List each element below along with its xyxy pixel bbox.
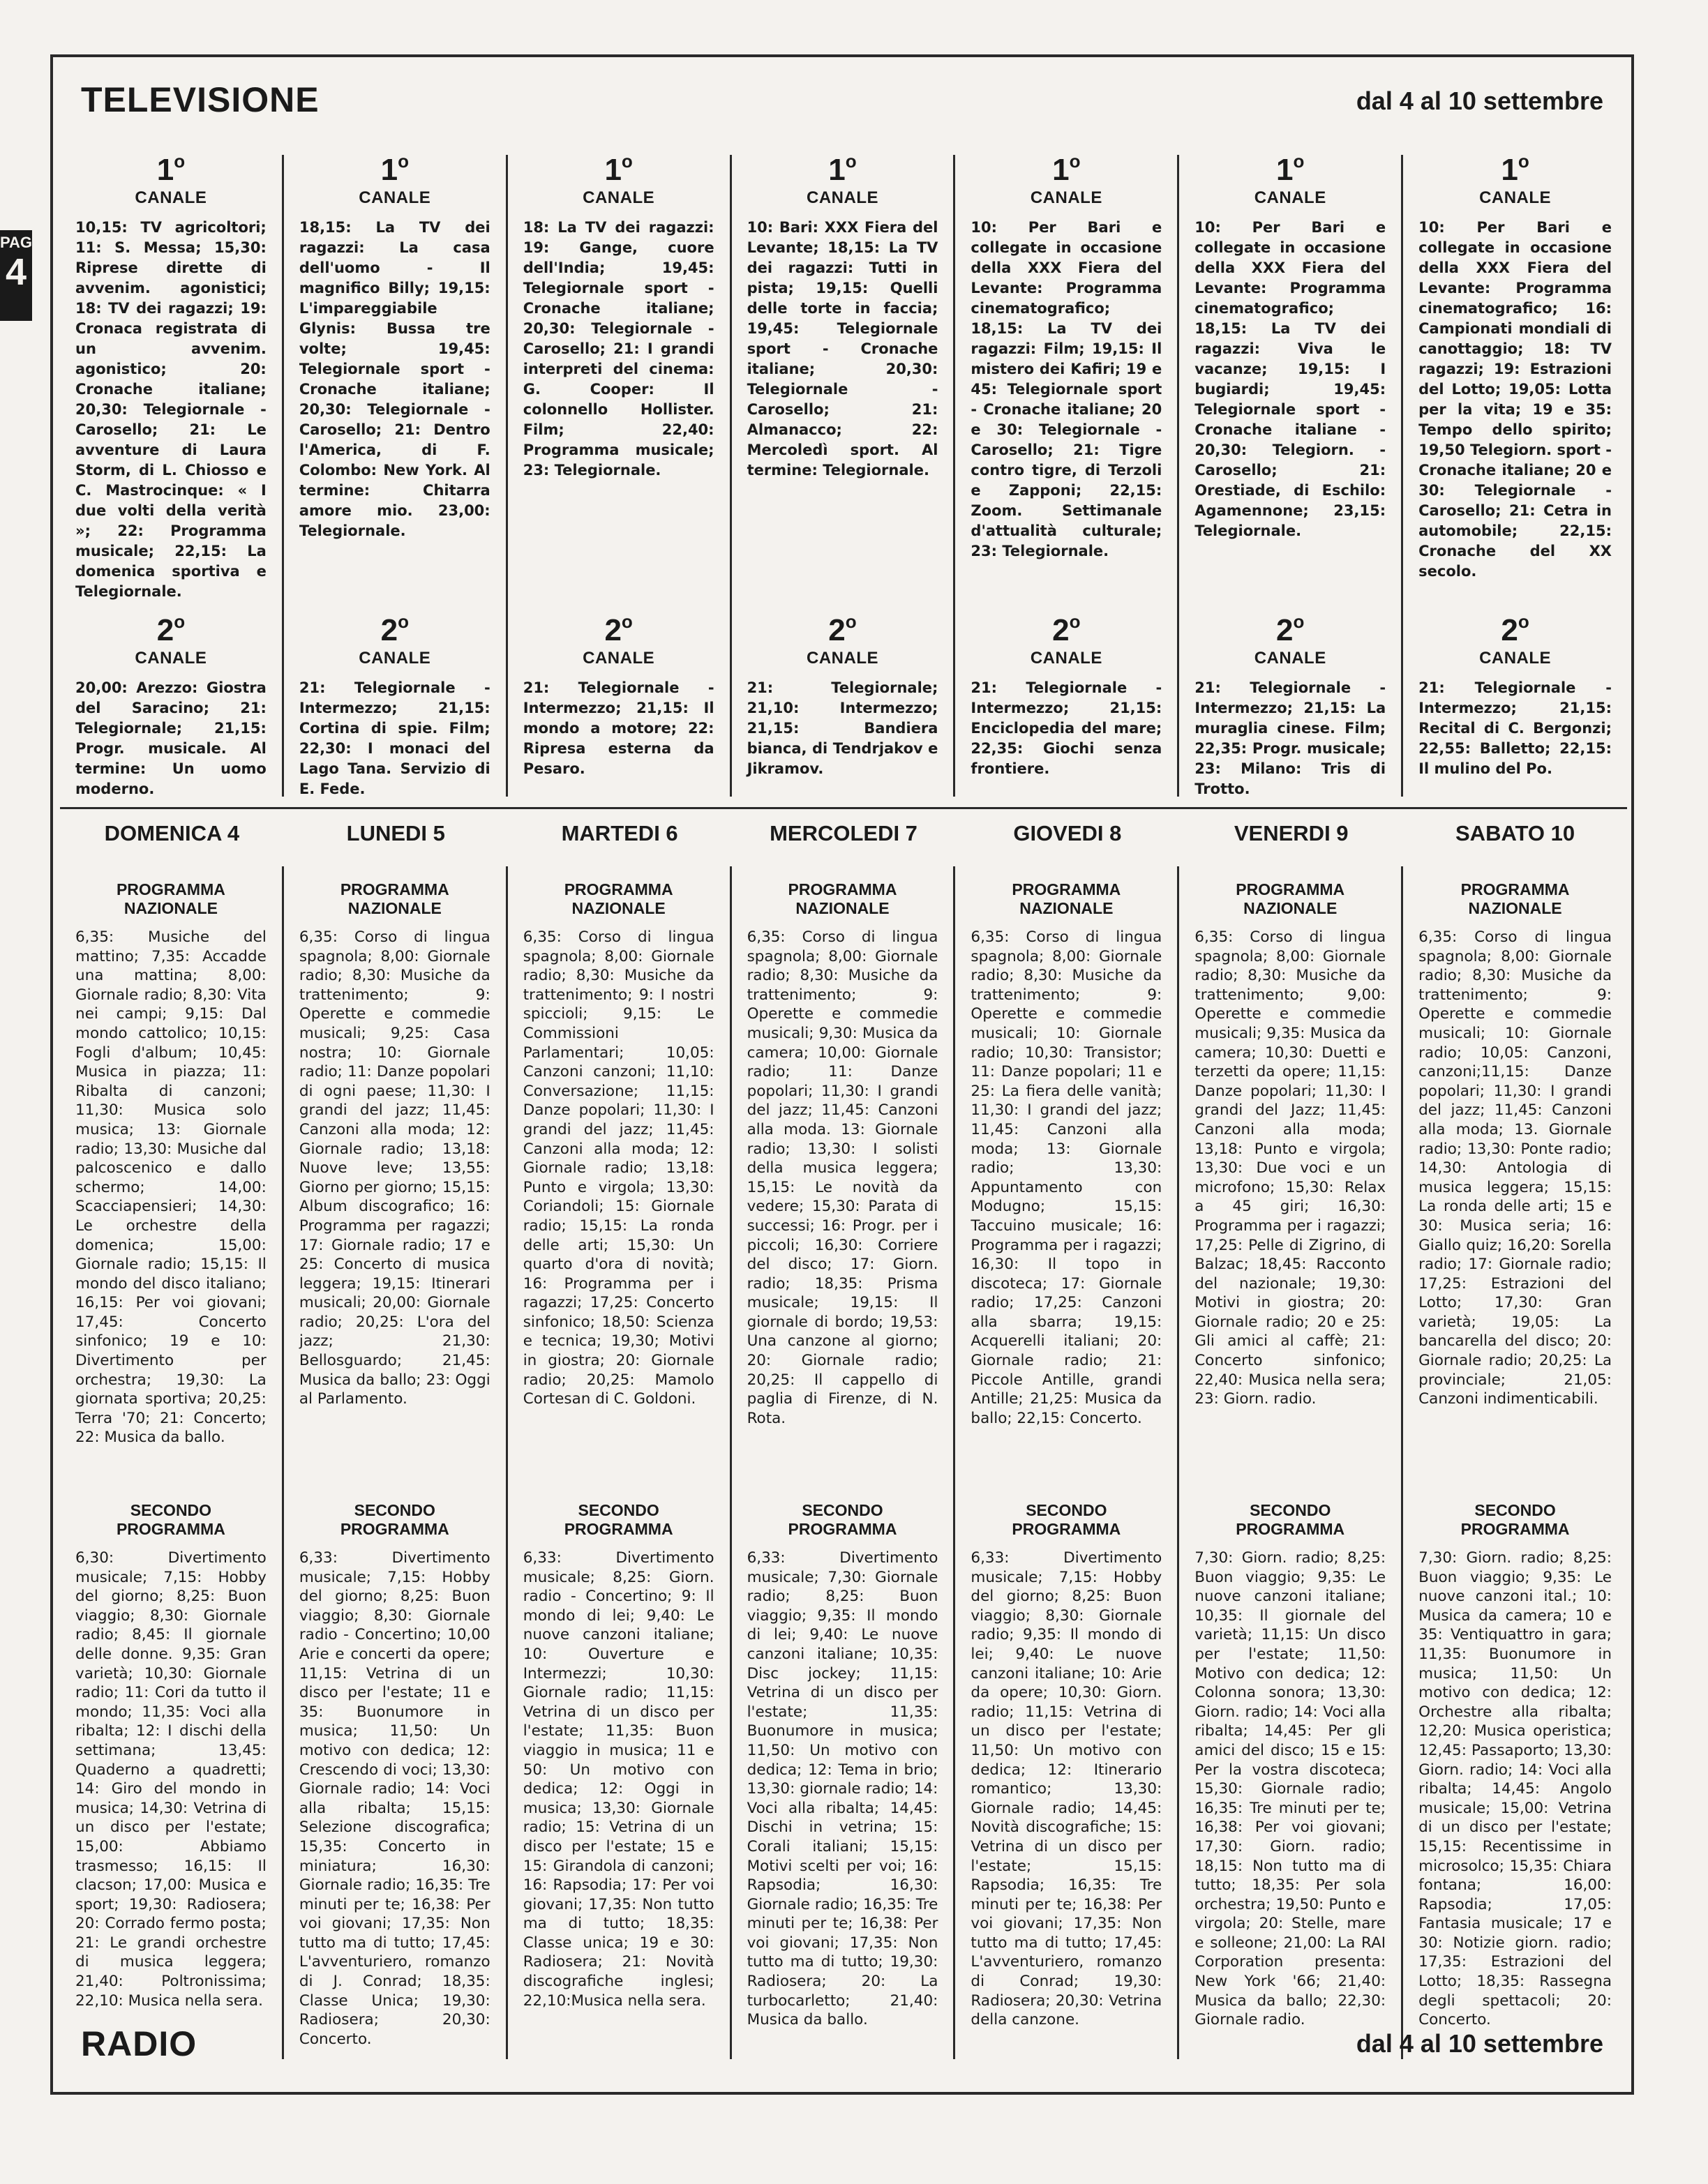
secondo-block [747,1487,938,2030]
channel1-listing: 10: Per Bari e collegate in occasione della XXX Fiera del Levante: Programma cinematografico; 18,15: La TV dei ragazzi: Film; 19,15: Il mistero dei Kafiri; 19 e 45: Telegiornale sport - Cronache italiane; 20 e 30: Telegiornale - Carosello; 21: Tigre contro tigre, di Terzoli e Zapponi; 22,15: Zoom. Settimanale d'attualità culturale; 23: Telegiornale. [971,219,1162,559]
tv-column [60,151,284,797]
secondo-listing: 6,33: Divertimento musicale; 7,15: Hobby del giorno; 8,25: Buon viaggio; 8,30: Giornale radio - Concertino; 10,00 Arie e concerti da opere; 11,15: Vetrina di un disco per l'estate; 11 e 35: Buonumore in musica; 11,50: Un motivo con dedica; 12: Crescendo di voci; 13,30: Giornale radio; 14: Voci alla ribalta; 15,15: Selezione discografica; 15,35: Concerto in miniatura; 16,30: Giornale radio; 16,35: Tre minuti per te; 16,38: Per voi giovani; 17,35: Non tutto ma di tutto; 17,45: L'avventuriero, romanzo di J. Conrad; 18,35: Classe Unica; 19,30: Radiosera; 20,30: Concerto. [299,1549,490,2048]
channel2-listing: 21: Telegiornale; 21,10: Intermezzo; 21,15: Bandiera bianca, di Tendrjakov e Jikramov. [747,679,938,777]
day-label: MERCOLEDI 7 [770,821,917,845]
channel1-listing: 18: La TV dei ragazzi: 19: Gange, cuore dell'India; 19,45: Telegiornale sport - Cronache italiane; 20,30: Telegiornale - Carosello; 21: I grandi interpreti del cinema: G. Cooper: Il colonnello Hollister. Film; 22,40: Programma musicale; 23: Telegiornale. [523,219,714,479]
page-tab [0,230,37,321]
channel2-listing: 21: Telegiornale - Intermezzo; 21,15: La muraglia cinese. Film; 22,35: Progr. musicale; 23: Milano: Tris di Trotto. [1194,679,1386,797]
channel2-heading: 2$^o$ CANALE [359,611,431,668]
radio-column [284,866,508,2059]
secondo-block [1418,1487,1612,2030]
channel2-listing: 21: Telegiornale - Intermezzo; 21,15: Recital di C. Bergonzi; 22,55: Balletto; 22,15: Il mulino del Po. [1418,679,1612,777]
channel2-listing: 20,00: Arezzo: Giostra del Saracino; 21: Telegiornale; 21,15: Progr. musicale. Al termine: Un uomo moderno. [75,679,267,797]
nazionale-listing: 6,35: Corso di lingua spagnola; 8,00: Giornale radio; 8,30: Musiche da trattenimento; 9: Operette e commedie musicali; 10: Giornale radio; 10,30: Transistor; 11: Danze popolari; 11 e 25: La fiera delle vanità; 11,30: I grandi del jazz; 11,45: Canzoni alla moda; 13: Giornale radio; 13,30: Appuntamento con Modugno; 15,15: Taccuino musicale; 16: Programma per i ragazzi; 16,30: Il topo in discoteca; 17: Giornale radio; 17,25: Canzoni alla sbarra; 19,15: Acquerelli italiani; 20: Giornale radio; 21: Piccole Antille, grandi Antille; 21,25: Musica da ballo; 22,15: Concerto. [971,928,1162,1427]
secondo-listing: 7,30: Giorn. radio; 8,25: Buon viaggio; 9,35: Le nuove canzoni ital.; 10: Musica da camera; 10 e 35: Ventiquattro in gara; 11,35: Buonumore in musica; 11,50: Un motivo con dedica; 12: Orchestre alla ribalta; 12,20: Musica operistica; 12,45: Passaporto; 13,30: Giorn. radio; 14: Voci alla ribalta; 14,45: Angolo musicale; 15,00: Vetrina di un disco per l'estate; 15,15: Recentissime in microsolco; 15,35: Chiara fontana; 16,00: Rapsodia; 17,05: Fantasia musicale; 17 e 30: Notizie giorn. radio; 17,35: Estrazioni del Lotto; 18,35: Rassegna degli spettacoli; 20: Concerto. [1418,1549,1612,2029]
channel2-listing: 21: Telegiornale - Intermezzo; 21,15: Il mondo a motore; 22: Ripresa esterna da Pesaro. [523,679,714,777]
secondo-listing: 6,33: Divertimento musicale; 7,15: Hobby del giorno; 8,25: Buon viaggio; 8,30: Giornale radio; 9,35: Il mondo di lei; 9,40: Le nuove canzoni italiane; 10: Arie da opere; 10,30: Giorn. radio; 11,15: Vetrina di un disco per l'estate; 11,50: Un motivo con dedica; 12: Itinerario romantico; 13,30: Giornale radio; 14,45: Novità discografiche; 15: Vetrina di un disco per l'estate; 15,15: Rapsodia; 16,35: Tre minuti per te; 16,38: Per voi giovani; 17,35: Non tutto ma di tutto; 17,45: L'avventuriero, romanzo di Conrad; 19,30: Radiosera; 20,30: Vetrina della canzone. [971,1549,1162,2029]
channel2-block [75,611,267,799]
channel1-listing: 10: Bari: XXX Fiera del Levante; 18,15: La TV dei ragazzi: Tutti in pista; 19,15: Quelli delle torte in faccia; 19,45: Telegiornale sport - Cronache italiane; 20,30: Telegiornale - Carosello; 21: Almanacco; 22: Mercoledì sport. Al termine: Telegiornale. [747,219,938,479]
nazionale-listing: 6,35: Corso di lingua spagnola; 8,00: Giornale radio; 8,30: Musiche da trattenimento; 9: Operette e commedie musicali; 10: Giornale radio; 10,05: Canzoni, canzoni;11,15: Danze popolari; 11,30: I grandi del jazz; 11,45: Canzoni alla moda; 13. Giornale radio; 13,30: Ponte radio; 14,30: Antologia di musica leggera; 15,15: La ronda delle arti; 15 e 30: Musica seria; 16: Giallo quiz; 16,20: Sorella radio; 17: Giornale radio; 17,25: Estrazioni del Lotto; 17,30: Gran varietà; 19,05: La bancarella del disco; 20: Giornale radio; 20,25: La provinciale; 21,05: Canzoni indimenticabili. [1418,928,1612,1408]
radio-schedule-grid [60,866,1627,2059]
nazionale-heading: PROGRAMMA NAZIONALE [788,880,897,917]
tv-column [1179,151,1403,797]
radio-column [955,866,1179,2059]
secondo-listing: 6,30: Divertimento musicale; 7,15: Hobby del giorno; 8,25: Buon viaggio; 8,30: Giornale radio; 8,45: Il giornale delle donne. 9,35: Gran varietà; 10,30: Giornale radio; 11: Cori da tutto il mondo; 11,35: Voci alla ribalta; 12: I dischi della settimana; 13,45: Quaderno a quadretti; 14: Giro del mondo in musica; 14,30: Vetrina di un disco per l'estate; 15,00: Abbiamo trasmesso; 16,15: Il clacson; 17,00: Musica e sport; 19,30: Radiosera; 20: Corrado fermo posta; 21: Le grandi orchestre di musica leggera; 21,40: Poltronissima; 22,10: Musica nella sera. [75,1549,267,2010]
channel2-listing: 21: Telegiornale - Intermezzo; 21,15: Enciclopedia del mare; 22,35: Giochi senza frontiere. [971,679,1162,777]
tv-schedule-grid [60,151,1627,797]
page-number: 4 [5,251,27,294]
radio-column [508,866,732,2059]
day-header-row [60,807,1627,858]
channel2-block [299,611,490,799]
nazionale-listing: 6,35: Corso di lingua spagnola; 8,00: Giornale radio; 8,30: Musiche da trattenimento; 9: I nostri spiccioli; 9,15: Le Commissioni Parlamentari; 10,05: Canzoni canzoni; 11,10: Conversazione; 11,15: Danze popolari; 11,30: I grandi del jazz; 11,45: Canzoni alla moda; 12: Giornale radio; 13,18: Punto e virgola; 13,30: Coriandoli; 15: Giornale radio; 15,15: La ronda delle arti; 15,30: Un quarto d'ora di novità; 16: Programma per i ragazzi; 17,25: Concerto sinfonico; 18,50: Scienza e tecnica; 19,30; Motivi in giostra; 20: Giornale radio; 20,25: Mamolo Cortesan di C. Goldoni. [523,928,714,1408]
channel1-heading: 1$^o$ CANALE [1254,151,1326,207]
tv-column [284,151,508,797]
secondo-block [75,1487,267,2010]
channel2-block [523,611,714,779]
tv-column [1403,151,1627,797]
tv-column [508,151,732,797]
secondo-listing: 6,33: Divertimento musicale; 8,25: Giorn. radio - Concertino; 9: Il mondo di lei; 9,40: Le nuove canzoni italiane; 10: Ouverture e Intermezzi; 10,30: Giornale radio; 11,15: Vetrina di un disco per l'estate; 11,35: Buon viaggio in musica; 11 e 50: Un motivo con dedica; 12: Oggi in musica; 13,30: Giornale radio; 15: Vetrina di un disco per l'estate; 15 e 15: Girandola di canzoni; 16: Rapsodia; 17: Per voi giovani; 17,35: Non tutto ma di tutto; 18,35: Classe unica; 19 e 30: Radiosera; 21: Novità discografiche inglesi; 22,10:Musica nella sera. [523,1549,714,2010]
channel2-block [1194,611,1386,799]
channel2-heading: 2$^o$ CANALE [583,611,655,668]
channel2-heading: 2$^o$ CANALE [135,611,207,668]
page-tab-label: PAG. [0,234,37,251]
channel1-heading: 1$^o$ CANALE [583,151,655,207]
day-label: GIOVEDI 8 [1013,821,1122,845]
channel2-heading: 2$^o$ CANALE [1479,611,1552,668]
nazionale-listing: 6,35: Corso di lingua spagnola; 8,00: Giornale radio; 8,30: Musiche da trattenimento; 9: Operette e commedie musicali; 9,30: Musica da camera; 10,00: Giornale radio; 11: Danze popolari; 11,30: I grandi del jazz; 11,45: Canzoni alla moda. 13: Giornale radio; 13,30: I solisti della musica leggera; 15,15: Le novità da vedere; 15,30: Parata di successi; 16: Progr. per i piccoli; 16,30: Corriere del disco; 17: Giorn. radio; 18,35: Prisma musicale; 19,15: Il giornale di bordo; 19,53: Una canzone al giorno; 20: Giornale radio; 20,25: Il cappello di paglia di Firenze, di N. Rota. [747,928,938,1427]
day-label: MARTEDI 6 [561,821,678,845]
tv-column [732,151,956,797]
radio-column [60,866,284,2059]
tv-title: TELEVISIONE [81,80,320,119]
day-label: LUNEDI 5 [346,821,445,845]
secondo-listing: 7,30: Giorn. radio; 8,25: Buon viaggio; 9,35: Le nuove canzoni italiane; 10,35: Il giornale del varietà; 11,15: Un disco per l'estate; 11,50: Motivo con dedica; 12: Colonna sonora; 13,30: Giorn. radio; 14: Voci alla ribalta; 14,45: Per gli amici del disco; 15 e 15: Per la vostra discoteca; 15,30: Giornale radio; 16,35: Tre minuti per te; 16,38: Per voi giovani; 17,30: Giorn. radio; 18,15: Non tutto ma di tutto; 18,35: Per sola orchestra; 19,50: Punto e virgola; 20: Stelle, mare e solleone; 21,00: La RAI Corporation presenta: New York '66; 21,40: Musica da ballo; 22,30: Giornale radio. [1194,1549,1386,2029]
channel1-listing: 10: Per Bari e collegate in occasione della XXX Fiera del Levante: Programma cinematografico; 18,15: La TV dei ragazzi: Viva le vacanze; 19,15: I bugiardi; 19,45: Telegiornale sport - Cronache italiane - 20,30: Telegiorn. - Carosello; 21: Orestiade, di Eschilo: Agamennone; 23,15: Telegiornale. [1194,219,1386,539]
tv-date-range: dal 4 al 10 settembre [1356,86,1603,115]
secondo-heading: SECONDO PROGRAMMA [1012,1501,1121,1538]
channel1-heading: 1$^o$ CANALE [1479,151,1552,207]
nazionale-heading: PROGRAMMA NAZIONALE [564,880,673,917]
radio-column [732,866,956,2059]
schedule-frame [50,54,1634,2095]
channel1-listing: 10,15: TV agricoltori; 11: S. Messa; 15,30: Riprese dirette di avvenim. agonistici; 18: TV dei ragazzi; 19: Cronaca registrata di un avvenim. agonistico; 20: Cronache italiane; 20,30: Telegiornale - Carosello; 21: Le avventure di Laura Storm, di L. Chiosso e C. Mastrocinque: « I due volti della verità »; 22: Programma musicale; 22,15: La domenica sportiva e Telegiornale. [75,219,267,600]
secondo-heading: SECONDO PROGRAMMA [788,1501,897,1538]
nazionale-heading: PROGRAMMA NAZIONALE [1236,880,1345,917]
day-label: VENERDI 9 [1234,821,1349,845]
secondo-heading: SECONDO PROGRAMMA [1236,1501,1345,1538]
channel2-block [971,611,1162,779]
secondo-listing: 6,33: Divertimento musicale; 7,30: Giornale radio; 8,25: Buon viaggio; 9,35: Il mondo di lei; 9,40: Le nuove canzoni italiane; 10,35: Disc jockey; 11,15: Vetrina di un disco per l'estate; 11,35: Buonumore in musica; 11,50: Un motivo con dedica; 12: Tema in brio; 13,30: giornale radio; 14: Voci alla ribalta; 14,45: Dischi in vetrina; 15: Corali italiani; 15,15: Motivi scelti per voi; 16: Rapsodia; 16,30: Giornale radio; 16,35: Tre minuti per te; 16,38: Per voi giovani; 17,35: Non tutto ma di tutto; 19,30: Radiosera; 20: La turbocarletto; 21,40: Musica da ballo. [747,1549,938,2029]
nazionale-listing: 6,35: Musiche del mattino; 7,35: Accadde una mattina; 8,00: Giornale radio; 8,30: Vita nei campi; 9,15: Dal mondo cattolico; 10,15: Fogli d'album; 10,45: Musica in piazza; 11: Ribalta di canzoni; 11,30: Musica solo musica; 13: Giornale radio; 13,30: Musiche dal palcoscenico e dallo schermo; 14,00: Scacciapensieri; 14,30: Le orchestre della domenica; 15,00: Giornale radio; 15,15: Il mondo del disco italiano; 16,15: Per voi giovani; 17,45: Concerto sinfonico; 19 e 10: Divertimento per orchestra; 19,30: La giornata sportiva; 20,25: Terra '70; 21: Concerto; 22: Musica da ballo. [75,928,267,1447]
channel1-heading: 1$^o$ CANALE [1030,151,1102,207]
nazionale-listing: 6,35: Corso di lingua spagnola; 8,00: Giornale radio; 8,30: Musiche da trattenimento; 9,00: Operette e commedie musicali; 9,35: Musica da camera; 10,30: Duetti e terzetti da opere; 11,15: Danze popolari; 11,30: I grandi del Jazz; 11,45: Canzoni alla moda; 13,18: Punto e virgola; 13,30: Due voci e un microfono; 15,30: Relax a 45 giri; 16,30: Programma per i ragazzi; 17,25: Pelle di Zigrino, di Balzac; 18,45: Racconto del nazionale; 19,30: Motivi in giostra; 20: Giornale radio; 20 e 25: Gli amici al caffè; 21: Concerto sinfonico; 22,40: Musica nella sera; 23: Giorn. radio. [1194,928,1386,1408]
channel2-heading: 2$^o$ CANALE [1030,611,1102,668]
secondo-block [1194,1487,1386,2030]
day-label: DOMENICA 4 [104,821,240,845]
channel2-listing: 21: Telegiornale - Intermezzo; 21,15: Cortina di spie. Film; 22,30: I monaci del Lago Tana. Servizio di E. Fede. [299,679,490,797]
secondo-block [523,1487,714,2010]
channel2-heading: 2$^o$ CANALE [1254,611,1326,668]
channel2-block [747,611,938,779]
channel2-heading: 2$^o$ CANALE [806,611,878,668]
secondo-block [971,1487,1162,2030]
secondo-heading: SECONDO PROGRAMMA [564,1501,673,1538]
channel1-heading: 1$^o$ CANALE [135,151,207,207]
nazionale-heading: PROGRAMMA NAZIONALE [1012,880,1121,917]
channel1-listing: 10: Per Bari e collegate in occasione della XXX Fiera del Levante: Programma cinematografico; 16: Campionati mondiali di canottaggio; 18: TV ragazzi; 19: Estrazioni del Lotto; 19,05: Lotta per la vita; 19 e 35: Tempo dello spirito; 19,50 Telegiorn. sport - Cronache italiane; 20 e 30: Telegiornale - Carosello; 21: Cetra in automobile; 22,15: Cronache del XX secolo. [1418,219,1612,580]
secondo-heading: SECONDO PROGRAMMA [116,1501,225,1538]
tv-column [955,151,1179,797]
radio-title: RADIO [81,2024,197,2063]
nazionale-listing: 6,35: Corso di lingua spagnola; 8,00: Giornale radio; 8,30: Musiche da trattenimento; 9: Operette e commedie musicali; 9,25: Casa nostra; 10: Giornale radio; 11: Danze popolari di ogni paese; 11,30: I grandi del jazz; 11,45: Canzoni alla moda; 12: Giornale radio; 13,18: Nuove leve; 13,55: Giorno per giorno; 15,15: Album discografico; 16: Programma per ragazzi; 17: Giornale radio; 17 e 25: Concerto di musica leggera; 19,15: Itinerari musicali; 20,00: Giornale radio; 20,25: L'ora del jazz; 21,30: Bellosguardo; 21,45: Musica da ballo; 23: Oggi al Parlamento. [299,928,490,1408]
secondo-heading: SECONDO PROGRAMMA [1460,1501,1570,1538]
secondo-block [299,1487,490,2049]
radio-date-range: dal 4 al 10 settembre [1356,2029,1603,2058]
nazionale-heading: PROGRAMMA NAZIONALE [340,880,449,917]
radio-column [1179,866,1403,2059]
channel1-listing: 18,15: La TV dei ragazzi: La casa dell'uomo - Il magnifico Billy; 19,15: L'impareggiabile Glynis: Bussa tre volte; 19,45: Telegiornale sport - Cronache italiane; 20,30: Telegiornale - Carosello; 21: Dentro l'America, di F. Colombo: New York. Al termine: Chitarra amore mio. 23,00: Telegiornale. [299,219,490,539]
nazionale-heading: PROGRAMMA NAZIONALE [1460,880,1570,917]
nazionale-heading: PROGRAMMA NAZIONALE [116,880,225,917]
secondo-heading: SECONDO PROGRAMMA [340,1501,449,1538]
radio-column [1403,866,1627,2059]
channel2-block [1418,611,1612,779]
day-label: SABATO 10 [1455,821,1575,845]
channel1-heading: 1$^o$ CANALE [359,151,431,207]
channel1-heading: 1$^o$ CANALE [806,151,878,207]
